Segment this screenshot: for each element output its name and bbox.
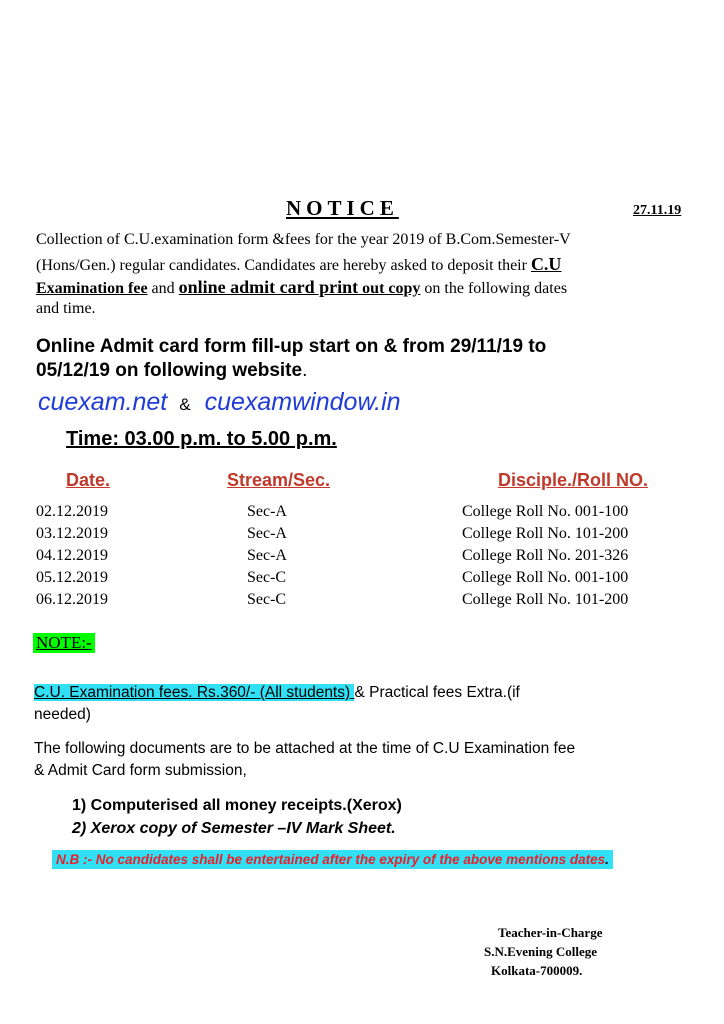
signature-college: S.N.Evening College [484,944,598,959]
notice-title: NOTICE [286,196,399,220]
row-5-roll: College Roll No. 101-200 [462,591,629,608]
docs-line-2: & Admit Card form submission, [34,762,247,779]
nb-end: . [605,852,609,867]
online-line-1: Online Admit card form fill-up start on & from 29/11/19 to [36,336,547,357]
row-4-stream: Sec-C [247,569,287,586]
row-2-stream: Sec-A [247,525,287,542]
signature-address: Kolkata-700009. [491,963,583,978]
fees-rest: & Practical fees Extra.(if [354,684,520,701]
header-stream: Stream/Sec. [227,470,331,490]
online-period: . [302,360,308,381]
website-ampersand: & [179,395,191,414]
fees-line-2: needed) [34,706,91,723]
websites [38,388,401,417]
intro-line-2 [36,254,561,275]
header-date: Date. [66,470,111,490]
fees-highlight: C.U. Examination fees. Rs.360/- (All students) [34,684,355,701]
row-2-date: 03.12.2019 [36,525,108,542]
intro-line-1: Collection of C.U.examination form &fees for the year 2019 of B.Com.Semester-V [36,231,571,248]
row-3-roll: College Roll No. 201-326 [462,547,629,564]
row-4-date: 05.12.2019 [36,569,108,586]
doc-item-1: 1) Computerised all money receipts.(Xerox) [72,797,402,814]
online-line-2-text: 05/12/19 on following website [36,360,303,381]
nb-text: No candidates shall be entertained after the expiry of the above mentions dates [95,852,606,867]
docs-line-1: The following documents are to be attached at the time of C.U Examination fee [34,740,576,757]
website-link-cuexamwindow[interactable]: cuexamwindow.in [204,388,401,416]
header-roll: Disciple./Roll NO. [498,470,649,490]
nb-prefix: N.B :- [56,852,96,867]
time-line: Time: 03.00 p.m. to 5.00 p.m. [66,428,337,450]
row-1-stream: Sec-A [247,503,287,520]
note-label: NOTE:- [33,633,95,653]
out-copy-emphasis: out copy [358,280,421,297]
row-1-date: 02.12.2019 [36,503,108,520]
intro-line-2-text: (Hons/Gen.) regular candidates. Candidates are hereby asked to deposit their [36,257,531,274]
notice-date: 27.11.19 [633,203,682,218]
row-5-stream: Sec-C [247,591,287,608]
intro-and: and [147,280,179,297]
row-2-roll: College Roll No. 101-200 [462,525,629,542]
intro-line-4: and time. [36,300,96,317]
row-4-roll: College Roll No. 001-100 [462,569,629,586]
intro-line-3 [36,277,567,298]
doc-item-2: 2) Xerox copy of Semester –IV Mark Sheet. [72,820,396,837]
fees-line-1 [34,684,520,702]
nb-notice [52,850,613,869]
signature-title: Teacher-in-Charge [498,925,603,940]
row-5-date: 06.12.2019 [36,591,108,608]
website-link-cuexam[interactable]: cuexam.net [38,388,168,416]
examination-fee-emphasis: Examination fee [36,280,148,297]
intro-dates: on the following dates [420,280,568,297]
admit-card-emphasis: online admit card print [178,277,359,297]
cu-emphasis: C.U [530,254,562,274]
row-3-date: 04.12.2019 [36,547,108,564]
row-1-roll: College Roll No. 001-100 [462,503,629,520]
online-line-2 [36,360,307,382]
row-3-stream: Sec-A [247,547,287,564]
